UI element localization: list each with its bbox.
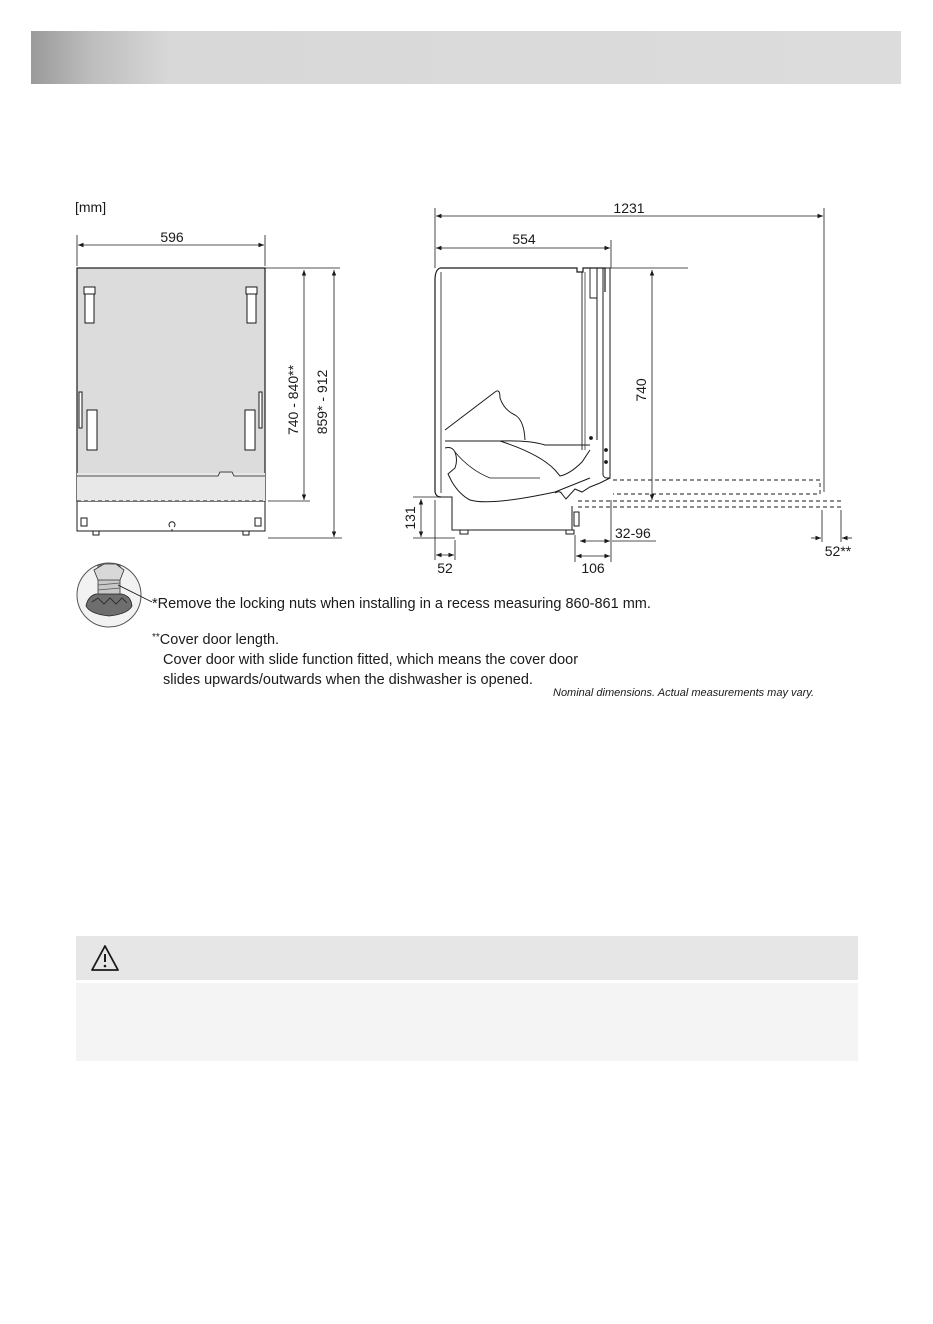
cover-title: Cover door length.	[159, 632, 280, 648]
front-height-dim-outer: 859* - 912	[314, 369, 330, 435]
adjust-dim: 32-96	[615, 525, 651, 541]
front-view	[77, 235, 342, 538]
foot-offset-dim: 52	[437, 560, 453, 576]
warning-body	[76, 983, 858, 1061]
locking-nut-detail	[77, 563, 152, 627]
cover-marker: **	[152, 632, 160, 643]
units-label: [mm]	[75, 199, 107, 215]
front-width-dim: 596	[160, 229, 184, 245]
door-dim: 52**	[824, 543, 852, 559]
side-height-dim: 740	[633, 378, 649, 402]
footnote-locking-nuts: *Remove the locking nuts when installing in a recess measuring 860-861 mm.	[152, 596, 651, 612]
side-depth-dim: 554	[512, 231, 536, 247]
warning-triangle-icon	[90, 944, 120, 972]
plinth-height-dim: 131	[402, 506, 418, 530]
rear-offset-dim: 106	[581, 560, 605, 576]
front-height-dim-inner: 740 - 840**	[285, 364, 301, 436]
warning-header	[76, 936, 858, 980]
footnote-cover-door	[152, 628, 578, 690]
side-total-depth-dim: 1231	[613, 200, 645, 216]
cover-line-1: Cover door with slide function fitted, which means the cover door	[163, 652, 579, 668]
nominal-dimensions-note: Nominal dimensions. Actual measurements may vary.	[553, 687, 815, 699]
cover-line-2: slides upwards/outwards when the dishwasher is opened.	[163, 672, 533, 688]
